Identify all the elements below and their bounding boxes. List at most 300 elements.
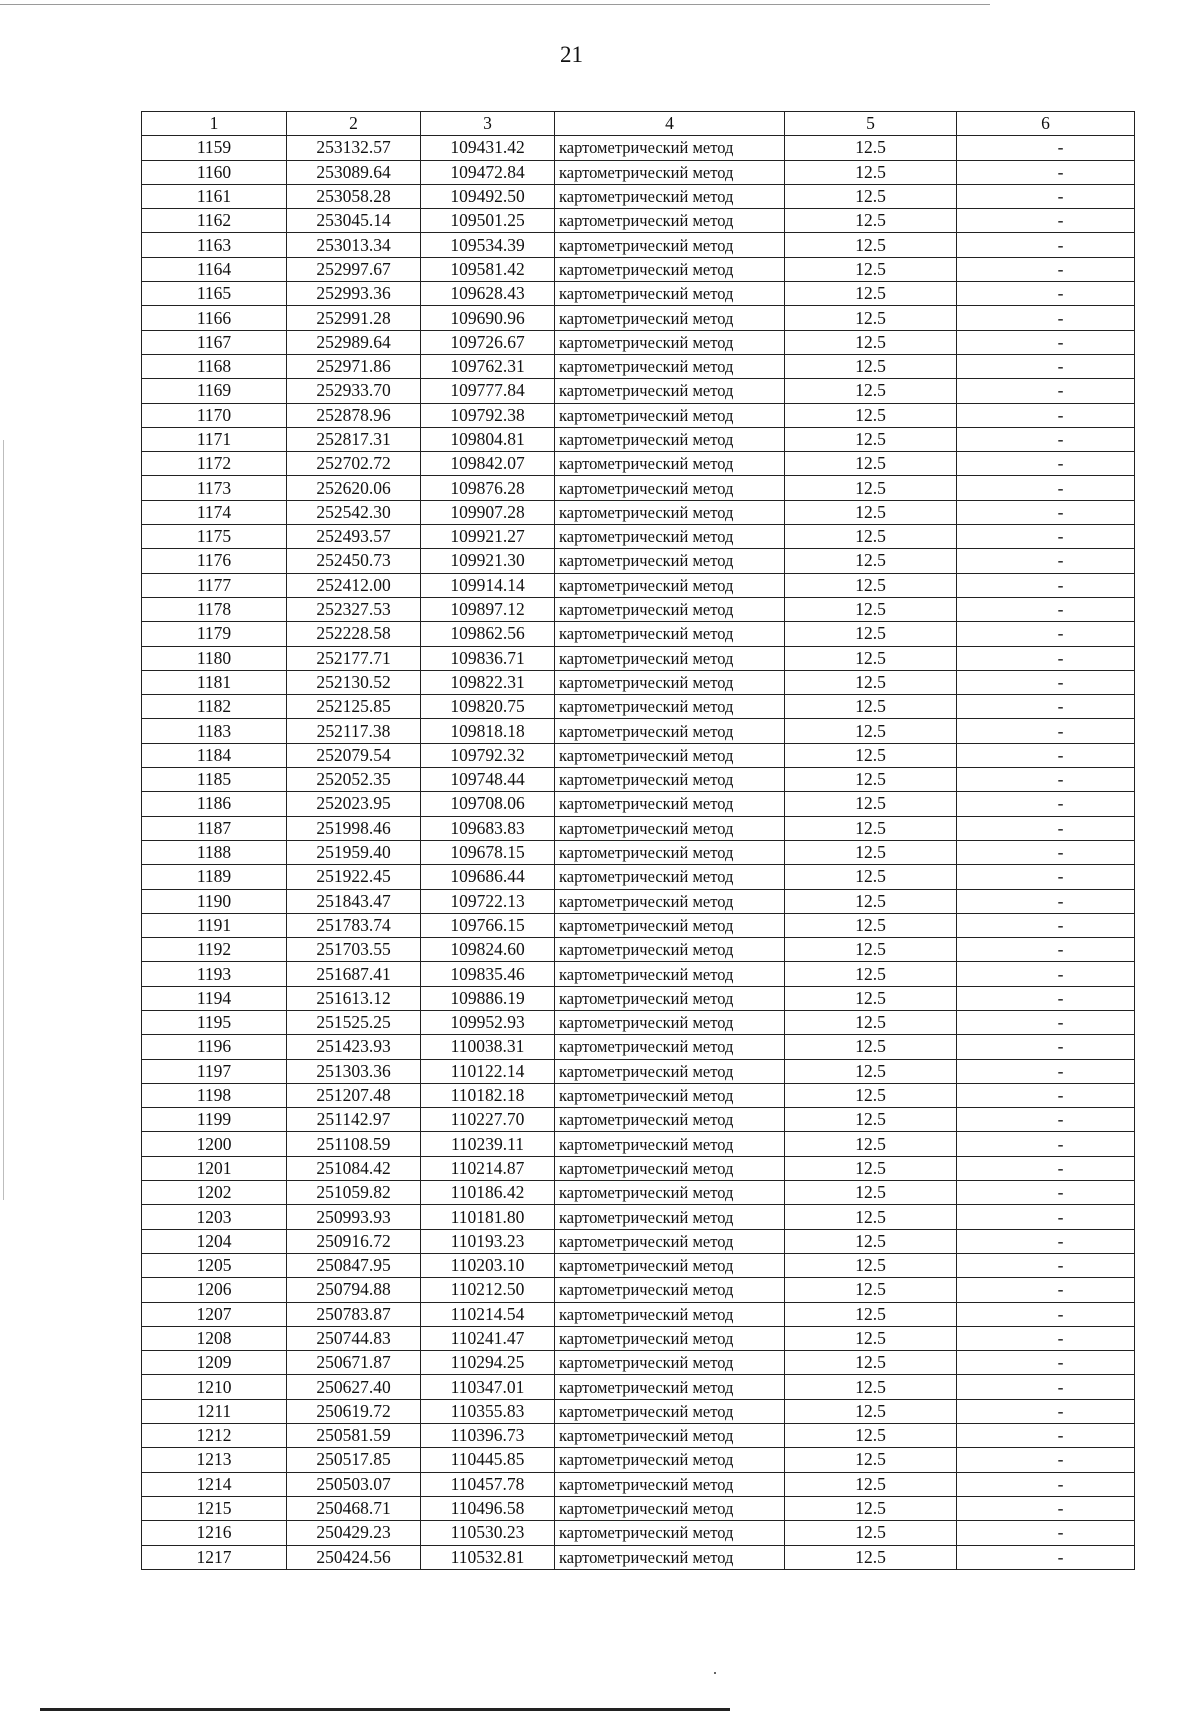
- accuracy-cell: 12.5: [785, 1229, 957, 1253]
- table-row: [142, 695, 1135, 719]
- y-coordinate-cell: 109690.96: [421, 306, 555, 330]
- point-number-cell: 1159: [142, 136, 287, 160]
- y-coordinate-cell: 110457.78: [421, 1472, 555, 1496]
- y-coordinate-cell: 109914.14: [421, 573, 555, 597]
- x-coordinate-cell: 253132.57: [287, 136, 421, 160]
- x-coordinate-cell: 252450.73: [287, 549, 421, 573]
- x-coordinate-cell: 250916.72: [287, 1229, 421, 1253]
- table-row: [142, 1278, 1135, 1302]
- table-row: [142, 257, 1135, 281]
- x-coordinate-cell: 251783.74: [287, 913, 421, 937]
- point-number-cell: 1180: [142, 646, 287, 670]
- accuracy-cell: 12.5: [785, 1253, 957, 1277]
- table-row: [142, 938, 1135, 962]
- point-number-cell: 1190: [142, 889, 287, 913]
- note-cell: -: [957, 622, 1135, 646]
- y-coordinate-cell: 110182.18: [421, 1083, 555, 1107]
- accuracy-cell: 12.5: [785, 1326, 957, 1350]
- table-row: [142, 549, 1135, 573]
- x-coordinate-cell: 251613.12: [287, 986, 421, 1010]
- method-cell: картометрический метод: [555, 379, 785, 403]
- method-cell: картометрический метод: [555, 597, 785, 621]
- accuracy-cell: 12.5: [785, 525, 957, 549]
- point-number-cell: 1216: [142, 1521, 287, 1545]
- accuracy-cell: 12.5: [785, 1302, 957, 1326]
- y-coordinate-cell: 109534.39: [421, 233, 555, 257]
- x-coordinate-cell: 251142.97: [287, 1108, 421, 1132]
- table-row: [142, 719, 1135, 743]
- accuracy-cell: 12.5: [785, 1424, 957, 1448]
- point-number-cell: 1210: [142, 1375, 287, 1399]
- x-coordinate-cell: 252993.36: [287, 282, 421, 306]
- method-cell: картометрический метод: [555, 622, 785, 646]
- x-coordinate-cell: 252177.71: [287, 646, 421, 670]
- y-coordinate-cell: 109777.84: [421, 379, 555, 403]
- method-cell: картометрический метод: [555, 1132, 785, 1156]
- accuracy-cell: 12.5: [785, 962, 957, 986]
- table-row: [142, 160, 1135, 184]
- column-header: 2: [287, 112, 421, 136]
- y-coordinate-cell: 109472.84: [421, 160, 555, 184]
- x-coordinate-cell: 250783.87: [287, 1302, 421, 1326]
- point-number-cell: 1174: [142, 500, 287, 524]
- y-coordinate-cell: 109820.75: [421, 695, 555, 719]
- y-coordinate-cell: 110445.85: [421, 1448, 555, 1472]
- y-coordinate-cell: 109792.38: [421, 403, 555, 427]
- accuracy-cell: 12.5: [785, 1010, 957, 1034]
- point-number-cell: 1162: [142, 209, 287, 233]
- note-cell: -: [957, 209, 1135, 233]
- note-cell: -: [957, 379, 1135, 403]
- accuracy-cell: 12.5: [785, 184, 957, 208]
- note-cell: -: [957, 282, 1135, 306]
- note-cell: -: [957, 1496, 1135, 1520]
- y-coordinate-cell: 109842.07: [421, 452, 555, 476]
- x-coordinate-cell: 252991.28: [287, 306, 421, 330]
- note-cell: -: [957, 1156, 1135, 1180]
- note-cell: -: [957, 986, 1135, 1010]
- method-cell: картометрический метод: [555, 476, 785, 500]
- y-coordinate-cell: 110239.11: [421, 1132, 555, 1156]
- x-coordinate-cell: 251303.36: [287, 1059, 421, 1083]
- y-coordinate-cell: 109501.25: [421, 209, 555, 233]
- method-cell: картометрический метод: [555, 452, 785, 476]
- point-number-cell: 1168: [142, 354, 287, 378]
- method-cell: картометрический метод: [555, 1399, 785, 1423]
- x-coordinate-cell: 252023.95: [287, 792, 421, 816]
- note-cell: -: [957, 670, 1135, 694]
- method-cell: картометрический метод: [555, 865, 785, 889]
- x-coordinate-cell: 250517.85: [287, 1448, 421, 1472]
- x-coordinate-cell: 251084.42: [287, 1156, 421, 1180]
- method-cell: картометрический метод: [555, 427, 785, 451]
- note-cell: -: [957, 1545, 1135, 1569]
- note-cell: -: [957, 840, 1135, 864]
- note-cell: -: [957, 403, 1135, 427]
- point-number-cell: 1186: [142, 792, 287, 816]
- y-coordinate-cell: 109824.60: [421, 938, 555, 962]
- y-coordinate-cell: 109766.15: [421, 913, 555, 937]
- point-number-cell: 1177: [142, 573, 287, 597]
- x-coordinate-cell: 253013.34: [287, 233, 421, 257]
- method-cell: картометрический метод: [555, 1156, 785, 1180]
- y-coordinate-cell: 109708.06: [421, 792, 555, 816]
- accuracy-cell: 12.5: [785, 257, 957, 281]
- table-row: [142, 1253, 1135, 1277]
- x-coordinate-cell: 252327.53: [287, 597, 421, 621]
- table-row: [142, 962, 1135, 986]
- table-row: [142, 209, 1135, 233]
- table-row: [142, 379, 1135, 403]
- method-cell: картометрический метод: [555, 913, 785, 937]
- x-coordinate-cell: 251108.59: [287, 1132, 421, 1156]
- x-coordinate-cell: 252989.64: [287, 330, 421, 354]
- accuracy-cell: 12.5: [785, 1108, 957, 1132]
- table-row: [142, 1035, 1135, 1059]
- y-coordinate-cell: 109804.81: [421, 427, 555, 451]
- accuracy-cell: 12.5: [785, 695, 957, 719]
- point-number-cell: 1197: [142, 1059, 287, 1083]
- method-cell: картометрический метод: [555, 768, 785, 792]
- point-number-cell: 1164: [142, 257, 287, 281]
- method-cell: картометрический метод: [555, 646, 785, 670]
- x-coordinate-cell: 250619.72: [287, 1399, 421, 1423]
- table-row: [142, 1302, 1135, 1326]
- y-coordinate-cell: 109862.56: [421, 622, 555, 646]
- x-coordinate-cell: 252493.57: [287, 525, 421, 549]
- point-number-cell: 1213: [142, 1448, 287, 1472]
- x-coordinate-cell: 251703.55: [287, 938, 421, 962]
- coordinates-table: [141, 111, 1135, 1570]
- accuracy-cell: 12.5: [785, 354, 957, 378]
- x-coordinate-cell: 251687.41: [287, 962, 421, 986]
- y-coordinate-cell: 109835.46: [421, 962, 555, 986]
- table-row: [142, 1351, 1135, 1375]
- note-cell: -: [957, 1521, 1135, 1545]
- point-number-cell: 1166: [142, 306, 287, 330]
- point-number-cell: 1176: [142, 549, 287, 573]
- column-header: 5: [785, 112, 957, 136]
- y-coordinate-cell: 110355.83: [421, 1399, 555, 1423]
- table-row: [142, 1472, 1135, 1496]
- point-number-cell: 1170: [142, 403, 287, 427]
- accuracy-cell: 12.5: [785, 1521, 957, 1545]
- table-row: [142, 816, 1135, 840]
- accuracy-cell: 12.5: [785, 330, 957, 354]
- y-coordinate-cell: 110181.80: [421, 1205, 555, 1229]
- method-cell: картометрический метод: [555, 233, 785, 257]
- note-cell: -: [957, 1181, 1135, 1205]
- y-coordinate-cell: 110532.81: [421, 1545, 555, 1569]
- point-number-cell: 1200: [142, 1132, 287, 1156]
- point-number-cell: 1187: [142, 816, 287, 840]
- method-cell: картометрический метод: [555, 1302, 785, 1326]
- method-cell: картометрический метод: [555, 1253, 785, 1277]
- x-coordinate-cell: 251959.40: [287, 840, 421, 864]
- y-coordinate-cell: 109683.83: [421, 816, 555, 840]
- x-coordinate-cell: 252125.85: [287, 695, 421, 719]
- note-cell: -: [957, 1229, 1135, 1253]
- point-number-cell: 1205: [142, 1253, 287, 1277]
- x-coordinate-cell: 252542.30: [287, 500, 421, 524]
- accuracy-cell: 12.5: [785, 1132, 957, 1156]
- x-coordinate-cell: 250794.88: [287, 1278, 421, 1302]
- table-row: [142, 1181, 1135, 1205]
- y-coordinate-cell: 110347.01: [421, 1375, 555, 1399]
- accuracy-cell: 12.5: [785, 670, 957, 694]
- y-coordinate-cell: 109792.32: [421, 743, 555, 767]
- note-cell: -: [957, 1424, 1135, 1448]
- accuracy-cell: 12.5: [785, 1156, 957, 1180]
- x-coordinate-cell: 250581.59: [287, 1424, 421, 1448]
- table-row: [142, 986, 1135, 1010]
- table-row: [142, 476, 1135, 500]
- accuracy-cell: 12.5: [785, 1375, 957, 1399]
- table-row: [142, 1448, 1135, 1472]
- table-row: [142, 452, 1135, 476]
- point-number-cell: 1195: [142, 1010, 287, 1034]
- table-row: [142, 1010, 1135, 1034]
- x-coordinate-cell: 250503.07: [287, 1472, 421, 1496]
- accuracy-cell: 12.5: [785, 1181, 957, 1205]
- method-cell: картометрический метод: [555, 1229, 785, 1253]
- x-coordinate-cell: 250847.95: [287, 1253, 421, 1277]
- x-coordinate-cell: 252412.00: [287, 573, 421, 597]
- method-cell: картометрический метод: [555, 1472, 785, 1496]
- accuracy-cell: 12.5: [785, 743, 957, 767]
- point-number-cell: 1201: [142, 1156, 287, 1180]
- table-row: [142, 840, 1135, 864]
- accuracy-cell: 12.5: [785, 476, 957, 500]
- point-number-cell: 1173: [142, 476, 287, 500]
- note-cell: -: [957, 962, 1135, 986]
- note-cell: -: [957, 184, 1135, 208]
- x-coordinate-cell: 252702.72: [287, 452, 421, 476]
- note-cell: -: [957, 525, 1135, 549]
- table-row: [142, 1059, 1135, 1083]
- y-coordinate-cell: 109726.67: [421, 330, 555, 354]
- table-row: [142, 354, 1135, 378]
- y-coordinate-cell: 109836.71: [421, 646, 555, 670]
- accuracy-cell: 12.5: [785, 1545, 957, 1569]
- table-row: [142, 865, 1135, 889]
- method-cell: картометрический метод: [555, 962, 785, 986]
- x-coordinate-cell: 251525.25: [287, 1010, 421, 1034]
- note-cell: -: [957, 938, 1135, 962]
- method-cell: картометрический метод: [555, 160, 785, 184]
- y-coordinate-cell: 110122.14: [421, 1059, 555, 1083]
- accuracy-cell: 12.5: [785, 1496, 957, 1520]
- accuracy-cell: 12.5: [785, 1278, 957, 1302]
- y-coordinate-cell: 109822.31: [421, 670, 555, 694]
- note-cell: -: [957, 913, 1135, 937]
- y-coordinate-cell: 110396.73: [421, 1424, 555, 1448]
- table-body: [142, 136, 1135, 1570]
- x-coordinate-cell: 253058.28: [287, 184, 421, 208]
- note-cell: -: [957, 1035, 1135, 1059]
- accuracy-cell: 12.5: [785, 889, 957, 913]
- note-cell: -: [957, 719, 1135, 743]
- table-row: [142, 403, 1135, 427]
- accuracy-cell: 12.5: [785, 1205, 957, 1229]
- y-coordinate-cell: 109907.28: [421, 500, 555, 524]
- table-row: [142, 427, 1135, 451]
- method-cell: картометрический метод: [555, 573, 785, 597]
- column-header: 1: [142, 112, 287, 136]
- point-number-cell: 1175: [142, 525, 287, 549]
- y-coordinate-cell: 110530.23: [421, 1521, 555, 1545]
- method-cell: картометрический метод: [555, 136, 785, 160]
- point-number-cell: 1184: [142, 743, 287, 767]
- method-cell: картометрический метод: [555, 1448, 785, 1472]
- table-row: [142, 1375, 1135, 1399]
- table-row: [142, 184, 1135, 208]
- table-row: [142, 1326, 1135, 1350]
- table-row: [142, 670, 1135, 694]
- table-row: [142, 1399, 1135, 1423]
- accuracy-cell: 12.5: [785, 816, 957, 840]
- method-cell: картометрический метод: [555, 1181, 785, 1205]
- accuracy-cell: 12.5: [785, 840, 957, 864]
- table-row: [142, 646, 1135, 670]
- left-scan-edge: [3, 440, 4, 1200]
- x-coordinate-cell: 251922.45: [287, 865, 421, 889]
- point-number-cell: 1211: [142, 1399, 287, 1423]
- table-row: [142, 500, 1135, 524]
- method-cell: картометрический метод: [555, 1010, 785, 1034]
- point-number-cell: 1179: [142, 622, 287, 646]
- accuracy-cell: 12.5: [785, 597, 957, 621]
- point-number-cell: 1209: [142, 1351, 287, 1375]
- accuracy-cell: 12.5: [785, 1083, 957, 1107]
- point-number-cell: 1183: [142, 719, 287, 743]
- accuracy-cell: 12.5: [785, 1035, 957, 1059]
- note-cell: -: [957, 1375, 1135, 1399]
- y-coordinate-cell: 109818.18: [421, 719, 555, 743]
- x-coordinate-cell: 252228.58: [287, 622, 421, 646]
- y-coordinate-cell: 109492.50: [421, 184, 555, 208]
- y-coordinate-cell: 110496.58: [421, 1496, 555, 1520]
- accuracy-cell: 12.5: [785, 1448, 957, 1472]
- table-row: [142, 1521, 1135, 1545]
- note-cell: -: [957, 136, 1135, 160]
- y-coordinate-cell: 109628.43: [421, 282, 555, 306]
- accuracy-cell: 12.5: [785, 792, 957, 816]
- x-coordinate-cell: 251998.46: [287, 816, 421, 840]
- accuracy-cell: 12.5: [785, 1059, 957, 1083]
- y-coordinate-cell: 109748.44: [421, 768, 555, 792]
- method-cell: картометрический метод: [555, 257, 785, 281]
- y-coordinate-cell: 109952.93: [421, 1010, 555, 1034]
- note-cell: -: [957, 1448, 1135, 1472]
- accuracy-cell: 12.5: [785, 233, 957, 257]
- point-number-cell: 1199: [142, 1108, 287, 1132]
- point-number-cell: 1163: [142, 233, 287, 257]
- method-cell: картометрический метод: [555, 1035, 785, 1059]
- point-number-cell: 1208: [142, 1326, 287, 1350]
- x-coordinate-cell: 252130.52: [287, 670, 421, 694]
- point-number-cell: 1165: [142, 282, 287, 306]
- table-row: [142, 913, 1135, 937]
- method-cell: картометрический метод: [555, 792, 785, 816]
- table-row: [142, 1156, 1135, 1180]
- table-row: [142, 1424, 1135, 1448]
- note-cell: -: [957, 452, 1135, 476]
- point-number-cell: 1204: [142, 1229, 287, 1253]
- table-row: [142, 597, 1135, 621]
- method-cell: картометрический метод: [555, 1351, 785, 1375]
- note-cell: -: [957, 160, 1135, 184]
- note-cell: -: [957, 306, 1135, 330]
- accuracy-cell: 12.5: [785, 209, 957, 233]
- note-cell: -: [957, 1083, 1135, 1107]
- point-number-cell: 1202: [142, 1181, 287, 1205]
- method-cell: картометрический метод: [555, 1521, 785, 1545]
- note-cell: -: [957, 792, 1135, 816]
- point-number-cell: 1182: [142, 695, 287, 719]
- note-cell: -: [957, 427, 1135, 451]
- accuracy-cell: 12.5: [785, 403, 957, 427]
- note-cell: -: [957, 549, 1135, 573]
- accuracy-cell: 12.5: [785, 938, 957, 962]
- point-number-cell: 1192: [142, 938, 287, 962]
- table-row: [142, 1083, 1135, 1107]
- note-cell: -: [957, 1399, 1135, 1423]
- note-cell: -: [957, 768, 1135, 792]
- point-number-cell: 1194: [142, 986, 287, 1010]
- x-coordinate-cell: 250424.56: [287, 1545, 421, 1569]
- point-number-cell: 1198: [142, 1083, 287, 1107]
- method-cell: картометрический метод: [555, 816, 785, 840]
- method-cell: картометрический метод: [555, 695, 785, 719]
- table-row: [142, 1545, 1135, 1569]
- note-cell: -: [957, 1351, 1135, 1375]
- point-number-cell: 1214: [142, 1472, 287, 1496]
- y-coordinate-cell: 109762.31: [421, 354, 555, 378]
- y-coordinate-cell: 110241.47: [421, 1326, 555, 1350]
- x-coordinate-cell: 250627.40: [287, 1375, 421, 1399]
- table-row: [142, 525, 1135, 549]
- method-cell: картометрический метод: [555, 1059, 785, 1083]
- y-coordinate-cell: 109876.28: [421, 476, 555, 500]
- y-coordinate-cell: 110212.50: [421, 1278, 555, 1302]
- x-coordinate-cell: 252620.06: [287, 476, 421, 500]
- column-header: 3: [421, 112, 555, 136]
- note-cell: -: [957, 743, 1135, 767]
- y-coordinate-cell: 110214.87: [421, 1156, 555, 1180]
- note-cell: -: [957, 1059, 1135, 1083]
- note-cell: -: [957, 476, 1135, 500]
- y-coordinate-cell: 109886.19: [421, 986, 555, 1010]
- y-coordinate-cell: 110214.54: [421, 1302, 555, 1326]
- x-coordinate-cell: 252079.54: [287, 743, 421, 767]
- method-cell: картометрический метод: [555, 500, 785, 524]
- x-coordinate-cell: 251207.48: [287, 1083, 421, 1107]
- accuracy-cell: 12.5: [785, 986, 957, 1010]
- table-row: [142, 573, 1135, 597]
- y-coordinate-cell: 109897.12: [421, 597, 555, 621]
- method-cell: картометрический метод: [555, 670, 785, 694]
- point-number-cell: 1160: [142, 160, 287, 184]
- note-cell: -: [957, 233, 1135, 257]
- point-number-cell: 1215: [142, 1496, 287, 1520]
- y-coordinate-cell: 109678.15: [421, 840, 555, 864]
- note-cell: -: [957, 1253, 1135, 1277]
- method-cell: картометрический метод: [555, 986, 785, 1010]
- x-coordinate-cell: 252817.31: [287, 427, 421, 451]
- table-row: [142, 792, 1135, 816]
- method-cell: картометрический метод: [555, 549, 785, 573]
